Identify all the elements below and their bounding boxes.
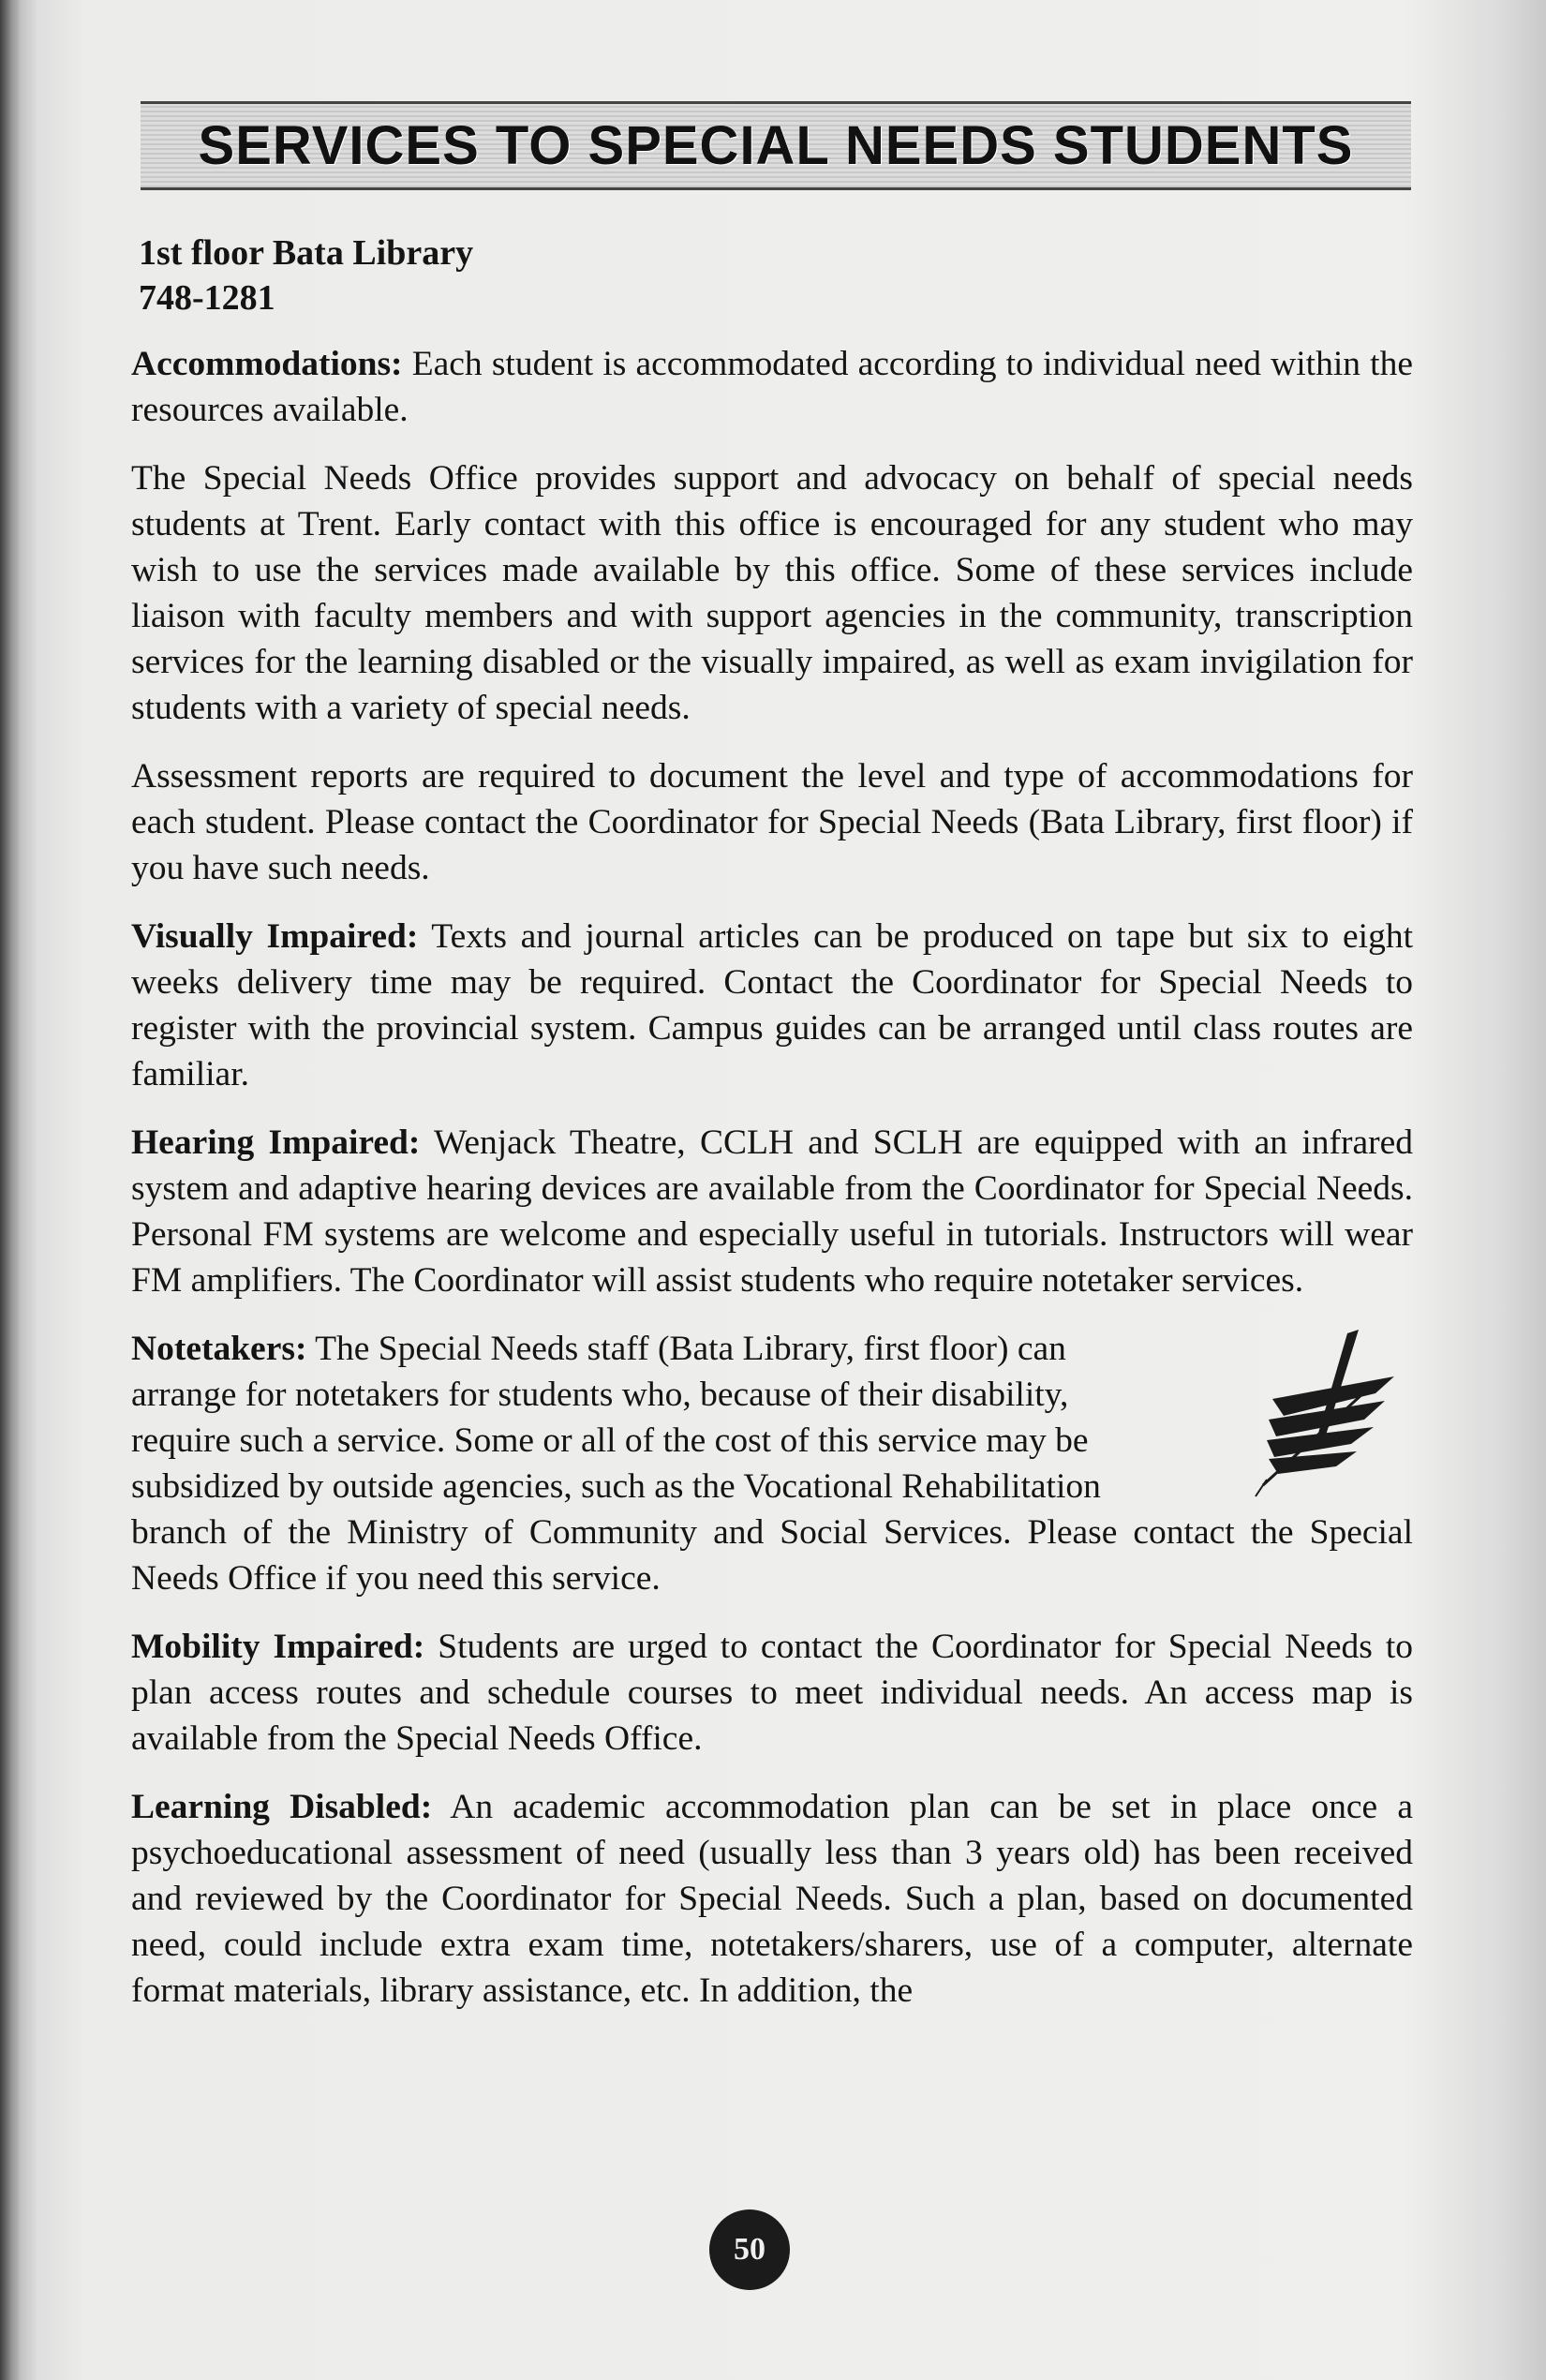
notetakers-text-1: The Special Needs staff (Bata Library, first floor) can <box>306 1330 1066 1368</box>
page-number-badge <box>709 2209 790 2290</box>
mobility-impaired-paragraph <box>131 1624 1413 1762</box>
page-number: 50 <box>734 2232 766 2267</box>
visually-impaired-paragraph <box>131 914 1413 1097</box>
learning-disabled-heading: Learning Disabled: <box>131 1788 433 1826</box>
visually-impaired-heading: Visually Impaired: <box>131 917 419 956</box>
hearing-impaired-paragraph <box>131 1120 1413 1303</box>
learning-disabled-paragraph <box>131 1784 1413 2014</box>
main-content <box>131 231 1413 2036</box>
section-banner <box>141 101 1411 190</box>
notetakers-text-rest: branch of the Ministry of Community and Social Services. Please contact the Special Needs Office if you need this service. <box>131 1513 1413 1598</box>
office-phone: 748-1281 <box>139 278 275 318</box>
notetakers-line-1 <box>131 1326 1413 1372</box>
learning-disabled-text: An academic accommodation plan can be set in place once a psychoeducational assessment of need (usually less than 3 years old) has been received and reviewed by the Coordinator for Special Needs. Such a plan, based on documented need, could include extra exam time, notetakers/sharers, use of a computer, alternate format materials, library assistance, etc. In addition, the <box>131 1788 1413 2010</box>
section-title: SERVICES TO SPECIAL NEEDS STUDENTS <box>198 115 1354 176</box>
binding-shadow <box>0 0 21 2380</box>
accommodations-heading: Accommodations: <box>131 345 403 383</box>
notetakers-heading: Notetakers: <box>131 1330 307 1368</box>
office-paragraph <box>131 455 1413 731</box>
notetakers-paragraph <box>131 1326 1413 1601</box>
contact-block <box>139 231 1413 320</box>
accommodations-text: Each student is accommodated according to individual need within the resources available. <box>131 345 1413 429</box>
mobility-impaired-text: Students are urged to contact the Coordinator for Special Needs to plan access routes and schedule courses to meet individual needs. An access map is available from the Special Needs Office. <box>131 1628 1413 1758</box>
notetakers-line-3: require such a service. Some or all of the cost of this service may be <box>131 1421 1089 1460</box>
mobility-impaired-heading: Mobility Impaired: <box>131 1628 425 1666</box>
hearing-impaired-heading: Hearing Impaired: <box>131 1123 421 1162</box>
feather-pen-icon <box>1235 1326 1413 1504</box>
office-text: The Special Needs Office provides support and advocacy on behalf of special needs students at Trent. Early contact with this office is encouraged for any student who may wish to use the services made available by this office. Some of these services include liaison with faculty members and with support agencies in the community, transcription services for the learning disabled or the visually impaired, as well as exam invigilation for students with a variety of special needs. <box>131 459 1413 727</box>
assessment-paragraph <box>131 753 1413 891</box>
office-location: 1st floor Bata Library <box>139 233 474 273</box>
assessment-text: Assessment reports are required to document the level and type of accommodations for each student. Please contact the Coordinator for Special Needs (Bata Library, first floor) if you have such needs. <box>131 757 1413 887</box>
notetakers-line-4: subsidized by outside agencies, such as the Vocational Rehabilitation <box>131 1467 1101 1506</box>
hearing-impaired-text: Wenjack Theatre, CCLH and SCLH are equipped with an infrared system and adaptive hearing devices are available from the Coordinator for Special Needs. Personal FM systems are welcome and especially useful in tutorials. Instructors will wear FM amplifiers. The Coordinator will assist students who require notetaker services. <box>131 1123 1413 1300</box>
visually-impaired-text: Texts and journal articles can be produced on tape but six to eight weeks delivery time may be required. Contact the Coordinator for Special Needs to register with the provincial system. Campus guides can be arranged until class routes are familiar. <box>131 917 1413 1093</box>
notetakers-line-2: arrange for notetakers for students who, because of their disability, <box>131 1376 1069 1414</box>
accommodations-paragraph <box>131 341 1413 433</box>
